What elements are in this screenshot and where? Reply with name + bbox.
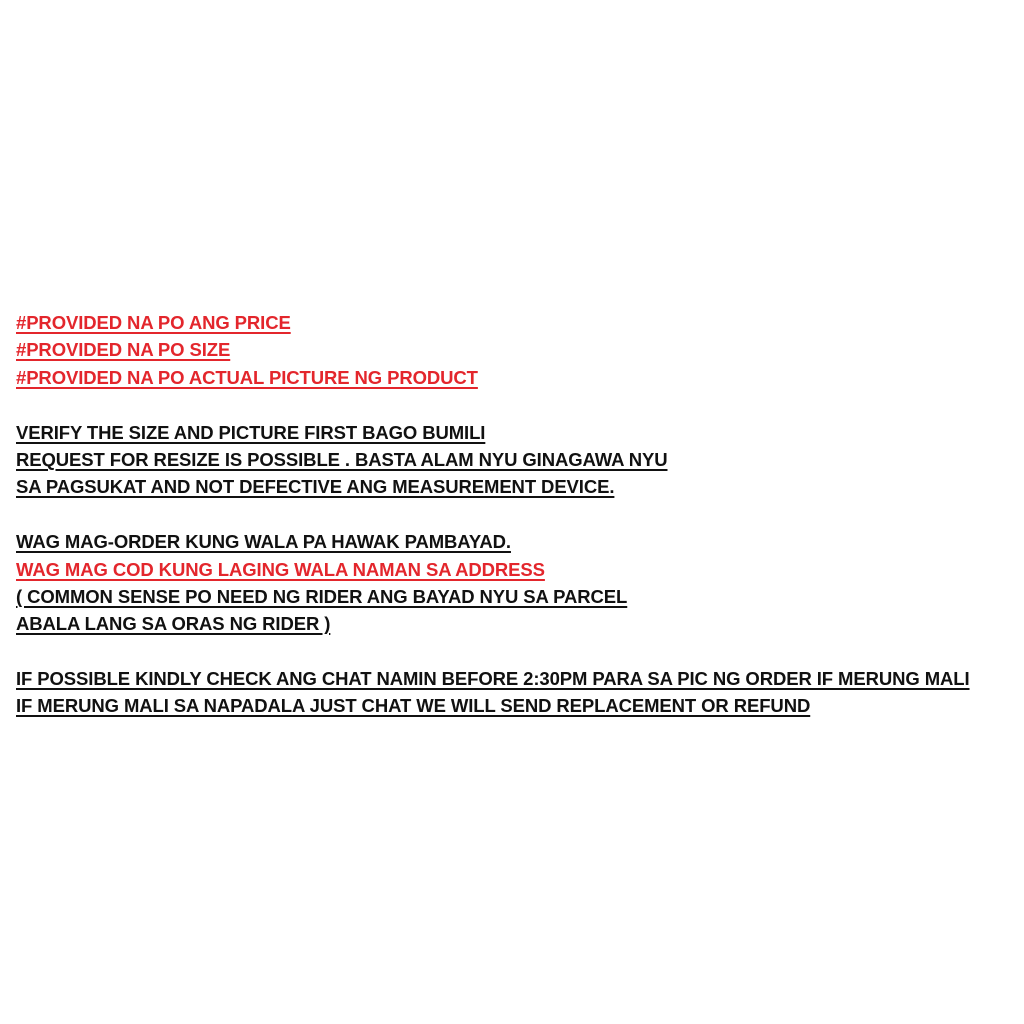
notice-line-verify: VERIFY THE SIZE AND PICTURE FIRST BAGO BUMILI — [16, 421, 486, 443]
spacer — [16, 391, 1006, 418]
notice-line-price: #PROVIDED NA PO ANG PRICE — [16, 312, 291, 333]
notice-line-no-payment: WAG MAG-ORDER KUNG WALA PA HAWAK PAMBAYAD. — [16, 531, 511, 553]
notice-line-resize: REQUEST FOR RESIZE IS POSSIBLE . BASTA ALAM NYU GINAGAWA NYU — [16, 448, 668, 470]
notice-line-common-sense: ( COMMON SENSE PO NEED NG RIDER ANG BAYAD NYU SA PARCEL — [16, 585, 628, 607]
notice-line-size: #PROVIDED NA PO SIZE — [16, 339, 231, 361]
notice-line-replacement: IF MERUNG MALI SA NAPADALA JUST CHAT WE WILL SEND REPLACEMENT OR REFUND — [16, 695, 811, 717]
notice-line-picture: #PROVIDED NA PO ACTUAL PICTURE NG PRODUCT — [16, 366, 478, 388]
notice-line-check-chat: IF POSSIBLE KINDLY CHECK ANG CHAT NAMIN BEFORE 2:30PM PARA SA PIC NG ORDER IF MERUNG MALI — [16, 668, 970, 690]
shop-notice — [16, 309, 1006, 720]
spacer — [16, 638, 1006, 665]
spacer — [16, 501, 1006, 528]
notice-line-cod-warning: WAG MAG COD KUNG LAGING WALA NAMAN SA ADDRESS — [16, 558, 545, 580]
notice-line-measurement: SA PAGSUKAT AND NOT DEFECTIVE ANG MEASUREMENT DEVICE. — [16, 476, 615, 498]
notice-line-rider-time: ABALA LANG SA ORAS NG RIDER ) — [16, 613, 331, 635]
